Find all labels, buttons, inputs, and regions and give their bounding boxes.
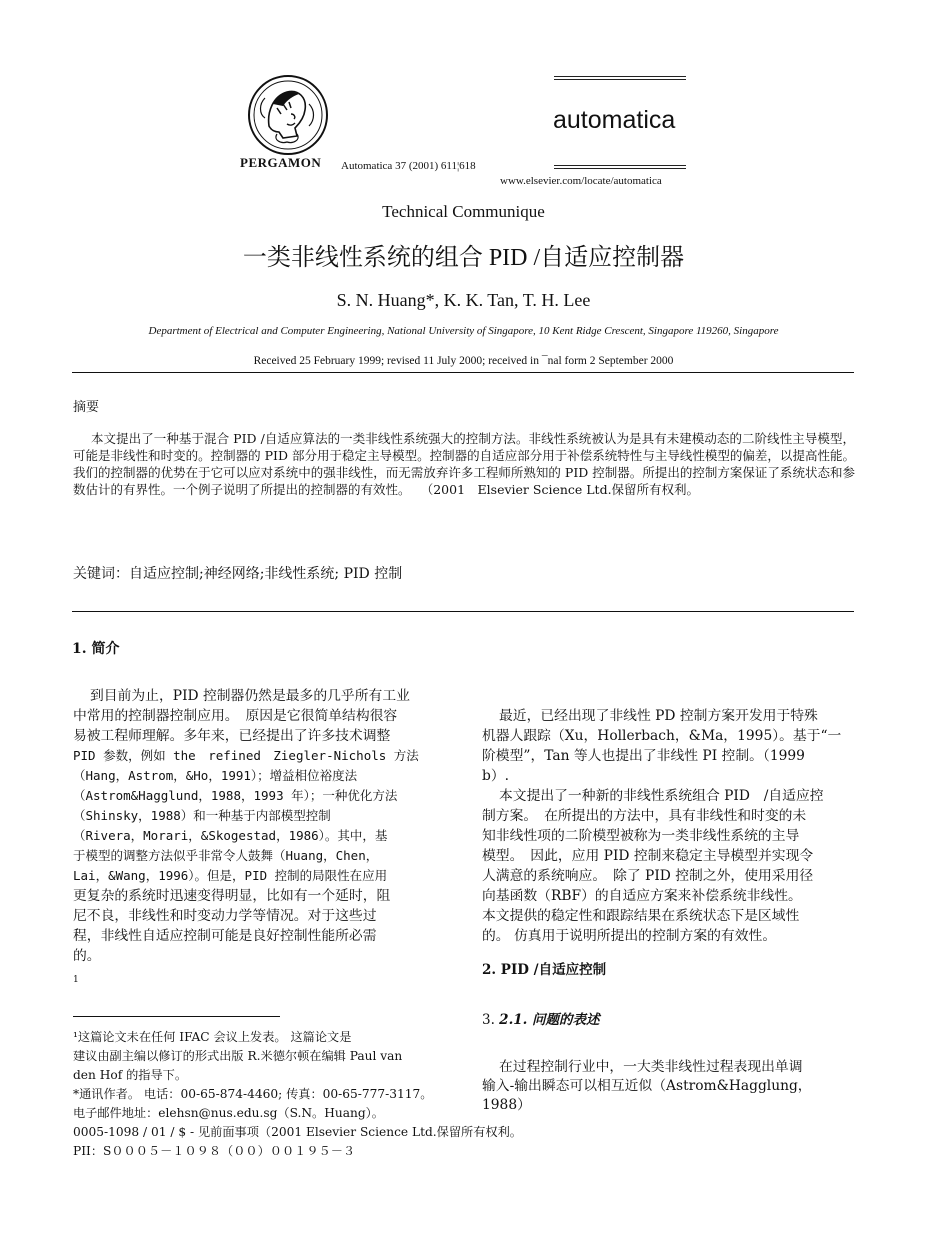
journal-rule-bottom (554, 165, 686, 169)
text-line: 的。 仿真用于说明所提出的控制方案的有效性。 (482, 928, 777, 944)
text-line: 更复杂的系统时迅速变得明显，比如有一个延时，阻 (73, 888, 391, 904)
journal-rule-top (554, 76, 686, 80)
paper-title: 一类非线性系统的组合 PID /自适应控制器 (242, 245, 685, 271)
footnote-line: 0005-1098 / 01 / $ - 见前面事项（2001 Elsevier Science Ltd.保留所有权利。 (73, 1125, 522, 1139)
section3-subnumber: 2.1. (499, 1012, 528, 1028)
text-line: 在过程控制行业中，一大类非线性过程表现出单调 (499, 1059, 803, 1075)
journal-url[interactable]: www.elsevier.com/locate/automatica (500, 175, 662, 187)
abstract-divider (72, 611, 854, 612)
intro-right-column (482, 706, 857, 946)
received-dates: Received 25 February 1999; revised 11 July 2000; received in ¯nal form 2 September 2000 (253, 355, 674, 367)
abstract-heading: 摘要 (73, 400, 100, 415)
intro-heading: 1. 简介 (72, 641, 120, 657)
footnote-line: *通讯作者。 电话：00-65-874-4460; 传真：00-65-777-3117。 (73, 1087, 433, 1101)
journal-citation: Automatica 37 (2001) 611¦618 (341, 160, 476, 172)
text-line: 本文提供的稳定性和跟踪结果在系统状态下是区域性 (482, 908, 800, 924)
section3-body (482, 1058, 857, 1115)
section3-number: 3. (482, 1012, 500, 1028)
journal-name: automatica (553, 106, 676, 134)
footnote-line: den Hof 的指导下。 (73, 1068, 188, 1082)
footnotes (73, 1028, 533, 1161)
section2-heading: 2. PID /自适应控制 (482, 962, 607, 978)
text-line: 向基函数（RBF）的自适应方案来补偿系统非线性。 (482, 888, 802, 904)
text-line: （Rivera，Morari，&Skogestad，1986）。其中，基 (73, 828, 388, 843)
keywords: 关键词：自适应控制;神经网络;非线性系统; PID 控制 (73, 566, 403, 582)
footnote-rule (73, 1016, 280, 1017)
text-line: 本文提出了一种新的非线性系统组合 PID /自适应控 (499, 788, 824, 804)
text-line: 的。 (73, 948, 101, 964)
section-type: Technical Communique (382, 202, 545, 221)
text-line: 到目前为止，PID 控制器仍然是最多的几乎所有工业 (90, 688, 410, 704)
header-divider (72, 372, 854, 373)
footnote-marker: 1 (73, 975, 79, 985)
publisher-logo (247, 74, 329, 156)
text-line: PID 参数，例如 the refined Ziegler-Nichols 方法 (73, 748, 419, 763)
text-line: b）. (482, 768, 510, 784)
footnote-line: 电子邮件地址：elehsn@nus.edu.sg（S.N。Huang）。 (73, 1106, 384, 1120)
footnote-line: PII：S０００５－１０９８（００）００１９５－３ (73, 1144, 356, 1158)
text-line: （Astrom&Hagglund，1988，1993 年）；一种优化方法 (73, 788, 398, 803)
authors: S. N. Huang*, K. K. Tan, T. H. Lee (336, 290, 591, 310)
affiliation: Department of Electrical and Computer Engineering, National University of Singapore, 10 Kent Ridge Crescent, Singapore 119260, Singapore (148, 325, 779, 337)
text-line: 模型。 因此，应用 PID 控制来稳定主导模型并实现令 (482, 848, 814, 864)
footnote-line: ¹这篇论文未在任何 IFAC 会议上发表。 这篇论文是 (73, 1030, 352, 1044)
text-line: （Hang，Astrom，&Ho，1991）；增益相位裕度法 (73, 768, 358, 783)
text-line: 于模型的调整方法似乎非常令人鼓舞（Huang，Chen， (73, 848, 379, 863)
text-line: 制方案。 在所提出的方法中，具有非线性和时变的未 (482, 808, 807, 824)
text-line: 1988） (482, 1097, 531, 1113)
text-line: 最近，已经出现了非线性 PD 控制方案开发用于特殊 (499, 708, 818, 724)
text-line: 程，非线性自适应控制可能是良好控制性能所必需 (73, 928, 377, 944)
section3-title: 问题的表述 (527, 1012, 600, 1028)
text-line: 输入-输出瞬态可以相互近似（Astrom&Hagglung， (482, 1078, 812, 1094)
text-line: 阶模型”，Tan 等人也提出了非线性 PI 控制。（1999 (482, 748, 805, 764)
intro-left-column (73, 686, 445, 966)
text-line: Lai，&Wang，1996）。但是，PID 控制的局限性在应用 (73, 868, 388, 883)
text-line: 尼不良，非线性和时变动力学等情况。对于这些过 (73, 908, 377, 924)
text-line: 中常用的控制器控制应用。 原因是它很简单结构很容 (73, 708, 398, 724)
abstract-body: 本文提出了一种基于混合 PID /自适应算法的一类非线性系统强大的控制方法。非线性系统被认为是具有未建模动态的二阶线性主导模型，可能是非线性和时变的。控制器的 PID 部分用于稳定主导模型。控制器的自适应部分用于补偿系统特性与主导线性模型的偏差，以提高性能。我们的控制器的优势在于它可以应对系统中的强非线性，而无需放弃许多工程师所熟知的 PID 控制器。所提出的控制方案保证了系统状态和参数估计的有界性。一个例子说明了所提出的控制器的有效性。 （2001 Elsevier Science Ltd.保留所有权利。 (73, 431, 855, 497)
text-line: （Shinsky，1988）和一种基于内部模型控制 (73, 808, 331, 823)
footnote-line: 建议由副主编以修订的形式出版 R.米德尔顿在编辑 Paul van (73, 1049, 403, 1063)
section3-heading (482, 1008, 600, 1028)
text-line: 人满意的系统响应。 除了 PID 控制之外，使用采用径 (482, 868, 814, 884)
text-line: 机器人跟踪（Xu，Hollerbach，&Ma，1995）。基于“一 (482, 728, 842, 744)
text-line: 知非线性项的二阶模型被称为一类非线性系统的主导 (482, 828, 800, 844)
text-line: 易被工程师理解。多年来，已经提出了许多技术调整 (73, 728, 391, 744)
publisher-name: PERGAMON (240, 155, 322, 170)
